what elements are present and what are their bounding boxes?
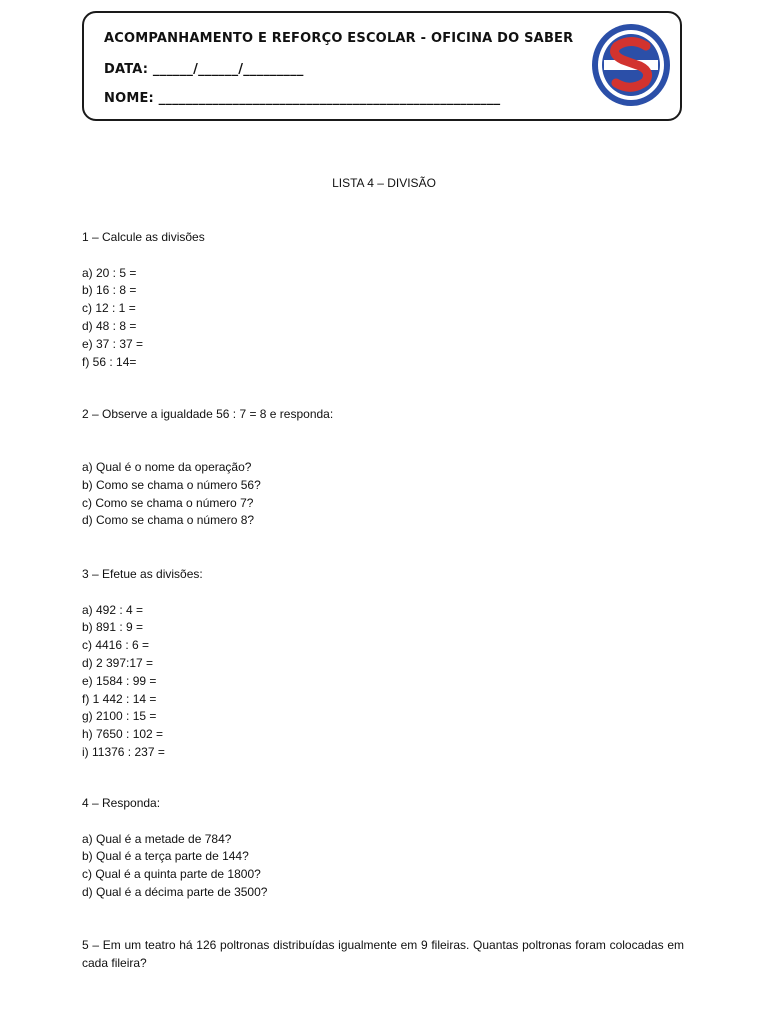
header-box <box>82 11 682 121</box>
list-item: c) Como se chama o número 7? <box>82 495 254 510</box>
list-item: b) Qual é a terça parte de 144? <box>82 849 249 864</box>
list-item: e) 1584 : 99 = <box>82 673 157 688</box>
list-item: a) 20 : 5 = <box>82 265 137 280</box>
list-item: f) 56 : 14= <box>82 354 137 369</box>
name-line: NOME: ___________________________________________________ <box>104 91 501 106</box>
list-item: h) 7650 : 102 = <box>82 727 164 742</box>
list-item: c) 4416 : 6 = <box>82 638 150 653</box>
list-item: a) 492 : 4 = <box>82 602 144 617</box>
date-line: DATA: ______/______/_________ <box>104 62 304 77</box>
question-4-heading: 4 – Responda: <box>82 796 161 810</box>
school-logo-icon <box>590 22 672 108</box>
question-2-items <box>82 459 261 530</box>
question-3-heading: 3 – Efetue as divisões: <box>82 567 203 581</box>
question-4 <box>82 795 267 902</box>
page-title: LISTA 4 – DIVISÃO <box>332 176 436 190</box>
list-item: c) 12 : 1 = <box>82 301 136 316</box>
list-item: d) 2 397:17 = <box>82 655 154 670</box>
question-1-heading: 1 – Calcule as divisões <box>82 230 205 244</box>
list-item: b) 16 : 8 = <box>82 283 137 298</box>
list-item: a) Qual é a metade de 784? <box>82 831 232 846</box>
question-2-heading: 2 – Observe a igualdade 56 : 7 = 8 e responda: <box>82 407 334 421</box>
list-item: b) 891 : 9 = <box>82 620 144 635</box>
header-title: ACOMPANHAMENTO E REFORÇO ESCOLAR - OFICINA DO SABER <box>104 31 574 46</box>
list-item: i) 11376 : 237 = <box>82 744 165 759</box>
list-item: e) 37 : 37 = <box>82 336 144 351</box>
list-item: f) 1 442 : 14 = <box>82 691 157 706</box>
question-5: 5 – Em um teatro há 126 poltronas distribuídas igualmente em 9 fileiras. Quantas poltronas foram colocadas em cada fileira? <box>82 938 684 970</box>
question-1 <box>82 229 205 371</box>
list-item: d) Qual é a décima parte de 3500? <box>82 884 268 899</box>
list-item: d) 48 : 8 = <box>82 318 137 333</box>
list-item: g) 2100 : 15 = <box>82 709 157 724</box>
list-item: d) Como se chama o número 8? <box>82 513 255 528</box>
question-3 <box>82 566 203 762</box>
list-item: c) Qual é a quinta parte de 1800? <box>82 867 261 882</box>
list-item: b) Como se chama o número 56? <box>82 477 261 492</box>
list-item: a) Qual é o nome da operação? <box>82 460 252 474</box>
